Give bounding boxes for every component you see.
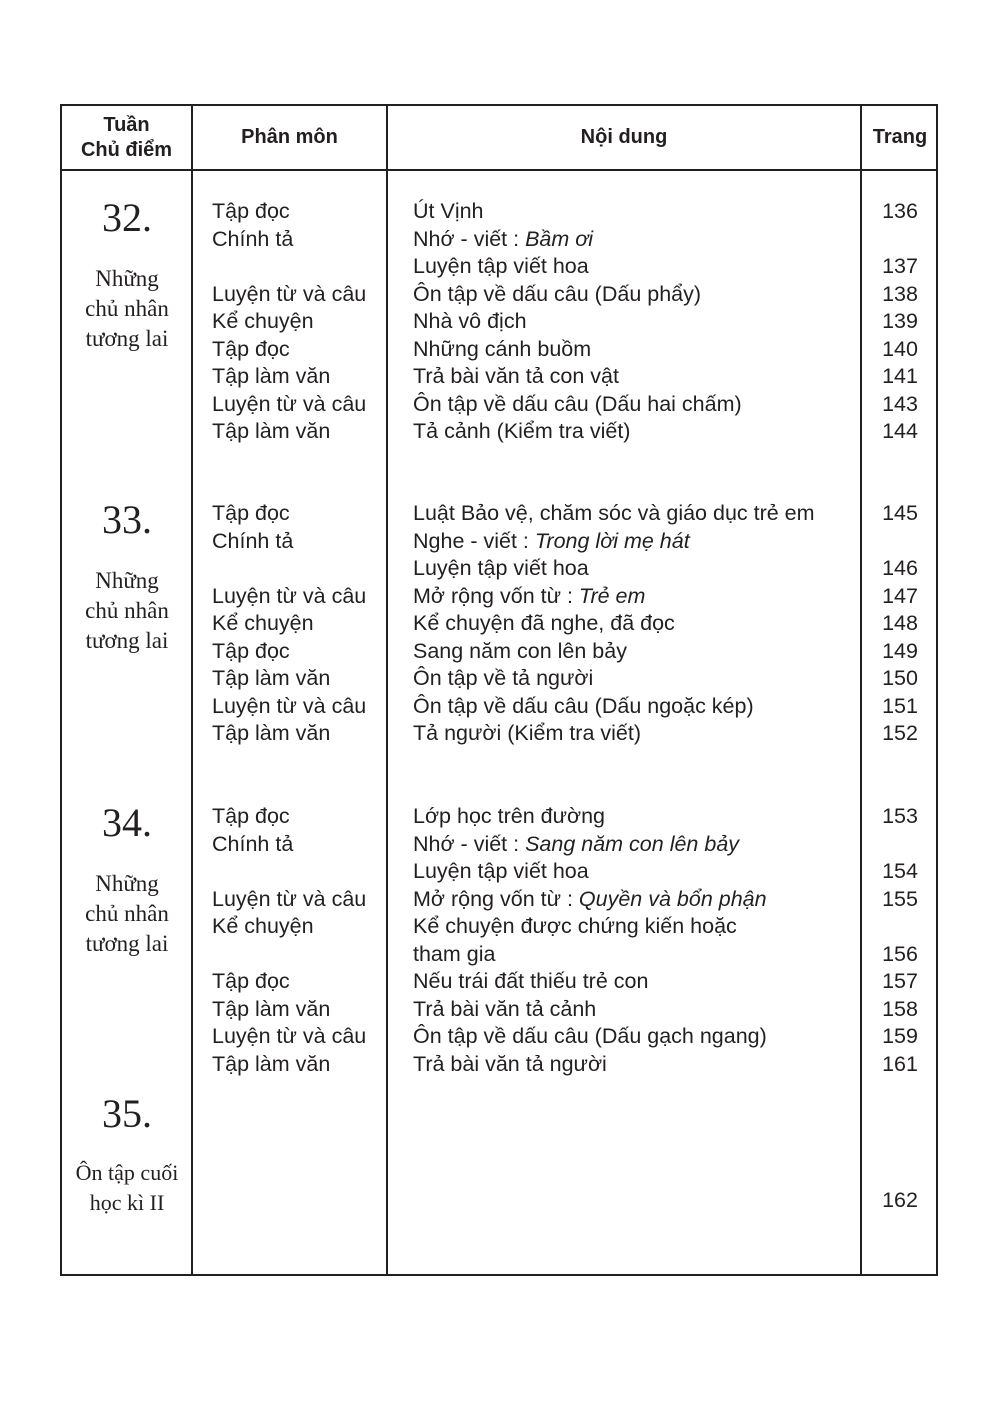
content-cell xyxy=(413,500,815,527)
subject-cell: Tập làm văn xyxy=(212,666,331,690)
content-text: Nhớ - viết : xyxy=(413,226,526,251)
content-text: Những cánh buồm xyxy=(413,336,592,361)
week-number: 35. xyxy=(102,1091,152,1136)
page-number: 137 xyxy=(882,254,918,278)
week-number: 34. xyxy=(102,800,152,845)
page-number: 146 xyxy=(882,556,918,580)
content-text: Ôn tập về dấu câu (Dấu hai chấm) xyxy=(413,391,742,416)
content-cell xyxy=(413,720,641,747)
content-text: Luyện tập viết hoa xyxy=(413,556,589,580)
content-italic-title: Quyền và bổn phận xyxy=(578,886,767,911)
page-number: 143 xyxy=(882,391,918,416)
content-cell xyxy=(413,693,754,720)
subject-cell: Tập đọc xyxy=(212,969,290,993)
page-number: 162 xyxy=(882,1188,918,1212)
content-text: Nhà vô địch xyxy=(413,309,527,333)
week-number: 32. xyxy=(102,195,152,240)
content-cell xyxy=(413,555,589,582)
page-number: 148 xyxy=(882,611,918,635)
content-cell xyxy=(413,308,527,335)
page-number: 150 xyxy=(882,666,918,690)
content-text: Sang năm con lên bảy xyxy=(413,638,627,663)
content-text: Mở rộng vốn từ : xyxy=(413,583,579,608)
subject-cell: Chính tả xyxy=(212,226,294,251)
subject-cell: Kể chuyện xyxy=(212,309,314,333)
content-cell xyxy=(413,831,739,858)
week-theme-line: Những xyxy=(95,871,159,896)
page-number: 161 xyxy=(882,1051,918,1076)
subject-cell: Tập làm văn xyxy=(212,419,331,443)
content-text: Trả bài văn tả con vật xyxy=(413,364,619,388)
content-cell xyxy=(413,610,675,637)
header-subject: Phân môn xyxy=(241,126,338,148)
week-theme-line: tương lai xyxy=(85,326,169,351)
page-number: 144 xyxy=(882,419,918,443)
page-number: 149 xyxy=(882,638,918,663)
content-cell xyxy=(413,996,596,1023)
content-text: tham gia xyxy=(413,941,496,966)
content-cell xyxy=(413,858,589,885)
subject-cell: Tập làm văn xyxy=(212,996,331,1021)
week-theme-line: tương lai xyxy=(85,628,169,653)
subject-cell: Luyện từ và câu xyxy=(212,583,367,608)
content-text: Lớp học trên đường xyxy=(413,804,606,828)
week-theme-line: Những xyxy=(95,568,159,593)
content-italic-title: Trong lời mẹ hát xyxy=(534,528,690,553)
subject-cell: Tập đọc xyxy=(212,199,290,223)
week-theme-line: Những xyxy=(95,266,159,291)
page-number: 151 xyxy=(882,693,918,718)
content-cell xyxy=(413,803,605,830)
week-number: 33. xyxy=(102,497,152,542)
subject-cell: Kể chuyện xyxy=(212,914,314,938)
content-text: Ôn tập về tả người xyxy=(413,666,594,690)
content-cell xyxy=(413,198,484,225)
content-text: Trả bài văn tả cảnh xyxy=(413,996,597,1021)
subject-cell: Luyện từ và câu xyxy=(212,1024,367,1048)
content-cell xyxy=(413,418,630,445)
subject-cell: Luyện từ và câu xyxy=(212,886,367,911)
week-theme-line: chủ nhân xyxy=(85,598,169,623)
week-theme-line: học kì II xyxy=(89,1190,165,1215)
page-number: 147 xyxy=(882,583,918,608)
page-number: 139 xyxy=(882,309,918,333)
content-cell xyxy=(413,1023,767,1050)
content-text: Tả người (Kiểm tra viết) xyxy=(413,721,642,745)
subject-cell: Chính tả xyxy=(212,528,294,553)
column-divider xyxy=(386,106,388,1274)
page-number: 141 xyxy=(882,364,918,388)
header-week-theme xyxy=(62,106,191,169)
content-text: Ôn tập về dấu câu (Dấu phẩy) xyxy=(413,281,702,306)
subject-cell: Tập làm văn xyxy=(212,364,331,388)
header-theme-label: Chủ điểm xyxy=(80,138,173,161)
subject-cell: Chính tả xyxy=(212,831,294,856)
content-cell xyxy=(413,583,645,610)
content-text: Tả cảnh (Kiểm tra viết) xyxy=(413,419,631,443)
subject-cell: Tập đọc xyxy=(212,804,290,828)
content-cell xyxy=(413,363,619,390)
content-italic-title: Sang năm con lên bảy xyxy=(525,831,740,856)
content-cell xyxy=(413,336,591,363)
subject-cell: Luyện từ và câu xyxy=(212,391,367,416)
content-text: Luyện tập viết hoa xyxy=(413,254,589,278)
content-text: Kể chuyện đã nghe, đã đọc xyxy=(413,611,675,635)
page-number: 159 xyxy=(882,1024,918,1048)
page-number: 136 xyxy=(882,199,918,223)
content-cell xyxy=(413,528,690,555)
content-text: Luyện tập viết hoa xyxy=(413,859,589,883)
content-cell xyxy=(413,391,742,418)
subject-cell: Tập làm văn xyxy=(212,1051,331,1076)
subject-cell: Tập làm văn xyxy=(212,721,331,745)
subject-cell: Tập đọc xyxy=(212,638,290,663)
content-text: Trả bài văn tả người xyxy=(413,1051,607,1076)
content-cell xyxy=(413,913,737,940)
page-number: 158 xyxy=(882,996,918,1021)
page-number: 145 xyxy=(882,501,918,525)
page-number: 153 xyxy=(882,804,918,828)
page-number: 157 xyxy=(882,969,918,993)
subject-cell: Tập đọc xyxy=(212,501,290,525)
content-text: Nếu trái đất thiếu trẻ con xyxy=(413,969,649,993)
content-text: Kể chuyện được chứng kiến hoặc xyxy=(413,914,737,938)
week-theme-line: chủ nhân xyxy=(85,901,169,926)
header-week-label: Tuần xyxy=(103,113,150,136)
content-cell xyxy=(413,886,767,913)
content-cell xyxy=(413,665,593,692)
content-text: Mở rộng vốn từ : xyxy=(413,886,579,911)
subject-cell: Tập đọc xyxy=(212,336,290,361)
content-cell xyxy=(413,226,593,253)
content-cell xyxy=(413,281,701,308)
subject-cell: Luyện từ và câu xyxy=(212,693,367,718)
page-number: 152 xyxy=(882,721,918,745)
content-italic-title: Trẻ em xyxy=(578,583,646,608)
subject-cell: Luyện từ và câu xyxy=(212,281,367,306)
content-italic-title: Bầm ơi xyxy=(525,226,594,251)
header-divider xyxy=(62,169,936,171)
page-number: 138 xyxy=(882,281,918,306)
page-number: 156 xyxy=(882,941,918,966)
page-number: 155 xyxy=(882,886,918,911)
header-page: Trang xyxy=(872,126,928,148)
table-of-contents xyxy=(60,104,938,1276)
content-text: Nhớ - viết : xyxy=(413,831,526,856)
week-theme-line: chủ nhân xyxy=(85,296,169,321)
content-cell xyxy=(413,638,627,665)
content-text: Ôn tập về dấu câu (Dấu ngoặc kép) xyxy=(413,693,754,718)
content-text: Nghe - viết : xyxy=(413,528,535,553)
page-number: 154 xyxy=(882,859,918,883)
content-text: Ôn tập về dấu câu (Dấu gạch ngang) xyxy=(413,1024,767,1048)
page-number: 140 xyxy=(882,336,918,361)
header-content: Nội dung xyxy=(580,126,668,148)
content-cell xyxy=(413,968,648,995)
content-text: Út Vịnh xyxy=(413,199,484,223)
week-theme-line: tương lai xyxy=(85,931,169,956)
content-cell xyxy=(413,1051,607,1078)
subject-cell: Kể chuyện xyxy=(212,611,314,635)
week-theme-line: Ôn tập cuối xyxy=(75,1160,179,1185)
content-text: Luật Bảo vệ, chăm sóc và giáo dục trẻ em xyxy=(413,501,815,525)
content-cell xyxy=(413,941,495,968)
content-cell xyxy=(413,253,589,280)
